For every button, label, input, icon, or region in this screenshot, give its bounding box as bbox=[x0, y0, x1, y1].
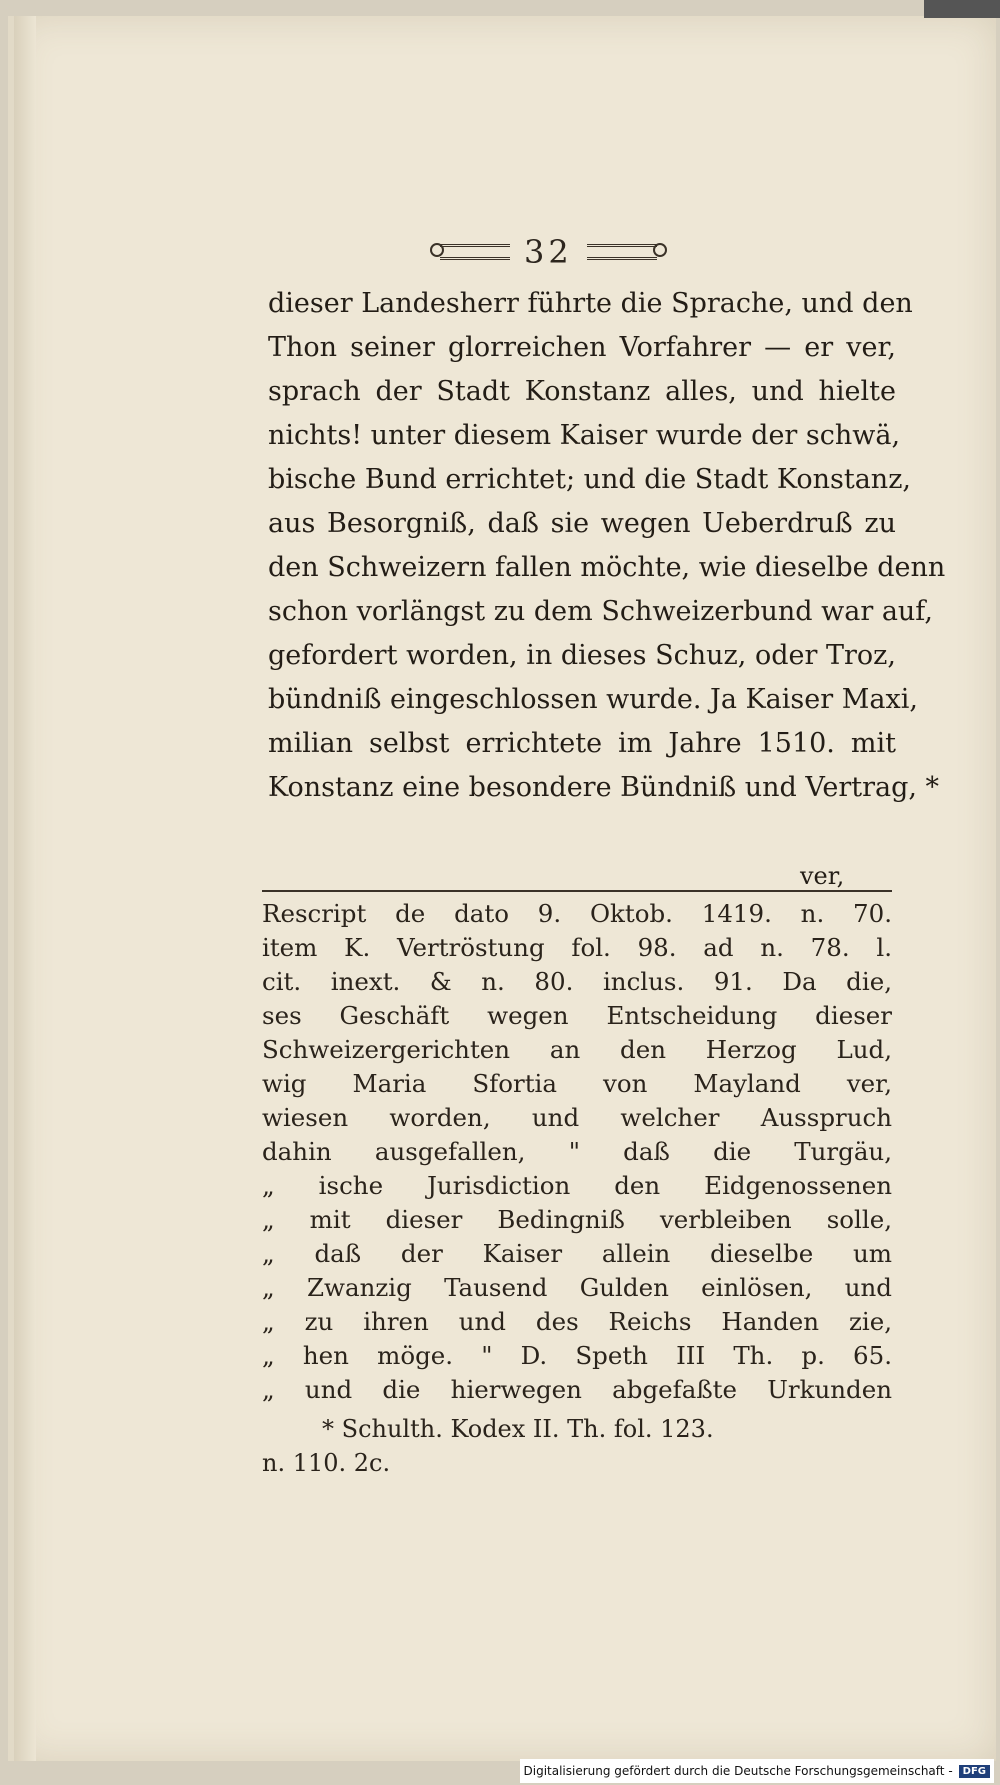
footnote-rule bbox=[262, 890, 892, 892]
footnote-line: Schweizergerichten an den Herzog Lud, bbox=[262, 1035, 892, 1064]
footnote-line: dahin ausgefallen, " daß die Turgäu, bbox=[262, 1137, 892, 1166]
scan-corner-shadow bbox=[924, 0, 1000, 18]
digitization-footer bbox=[520, 1759, 995, 1783]
footer-credit: Digitalisierung gefördert durch die Deutsche Forschungsgemeinschaft - bbox=[523, 1764, 953, 1778]
page-header bbox=[440, 232, 740, 272]
footnote-line: „ mit dieser Bedingniß verbleiben solle, bbox=[262, 1205, 892, 1234]
footnote-line: cit. inext. & n. 80. inclus. 91. Da die, bbox=[262, 967, 892, 996]
main-text-line: sprach der Stadt Konstanz alles, und hielte bbox=[268, 376, 896, 407]
page-number: 32 bbox=[524, 233, 573, 271]
footnote-line: wiesen worden, und welcher Ausspruch bbox=[262, 1103, 892, 1132]
catchword: ver, bbox=[800, 862, 845, 890]
footnote-line: ses Geschäft wegen Entscheidung dieser bbox=[262, 1001, 892, 1030]
secondary-footnote bbox=[262, 1412, 892, 1480]
main-text-line: gefordert worden, in dieses Schuz, oder Troz, bbox=[268, 640, 896, 671]
main-text-line: den Schweizern fallen möchte, wie dieselbe denn bbox=[268, 552, 946, 583]
footnote-line: „ Zwanzig Tausend Gulden einlösen, und bbox=[262, 1273, 892, 1302]
main-text-line: dieser Landesherr führte die Sprache, und den bbox=[268, 288, 913, 319]
footnote-line: wig Maria Sfortia von Mayland ver, bbox=[262, 1069, 892, 1098]
footnote-line: item K. Vertröstung fol. 98. ad n. 78. l. bbox=[262, 933, 892, 962]
main-text-line: schon vorlängst zu dem Schweizerbund war auf, bbox=[268, 596, 933, 627]
main-text-line: Konstanz eine besondere Bündniß und Vertrag, * bbox=[268, 772, 940, 803]
footnote-line: „ ische Jurisdiction den Eidgenossenen bbox=[262, 1171, 892, 1200]
dfg-logo: DFG bbox=[959, 1765, 990, 1778]
footnote-line: „ daß der Kaiser allein dieselbe um bbox=[262, 1239, 892, 1268]
main-text-line: bische Bund errichtet; und die Stadt Konstanz, bbox=[268, 464, 912, 495]
main-text-block bbox=[268, 282, 946, 810]
main-text-line: nichts! unter diesem Kaiser wurde der schwä, bbox=[268, 420, 901, 451]
footnote-line: „ zu ihren und des Reichs Handen zie, bbox=[262, 1307, 892, 1336]
footnote-line: „ hen möge. " D. Speth III Th. p. 65. bbox=[262, 1341, 892, 1370]
footnote-line: Rescript de dato 9. Oktob. 1419. n. 70. bbox=[262, 899, 892, 928]
secondary-footnote-line: * Schulth. Kodex II. Th. fol. 123. bbox=[322, 1415, 714, 1443]
secondary-footnote-line: n. 110. 2c. bbox=[262, 1449, 391, 1477]
footnote-block bbox=[262, 897, 892, 1407]
footnote-line: „ und die hierwegen abgefaßte Urkunden bbox=[262, 1375, 892, 1404]
left-ornament-icon bbox=[440, 244, 510, 260]
main-text-line: milian selbst errichtete im Jahre 1510. mit bbox=[268, 728, 896, 759]
main-text-line: bündniß eingeschlossen wurde. Ja Kaiser Maxi, bbox=[268, 684, 918, 715]
main-text-line: aus Besorgniß, daß sie wegen Ueberdruß zu bbox=[268, 508, 896, 539]
right-ornament-icon bbox=[587, 244, 657, 260]
book-page bbox=[8, 16, 996, 1761]
main-text-line: Thon seiner glorreichen Vorfahrer — er ver, bbox=[268, 332, 896, 363]
page-edge bbox=[14, 16, 36, 1761]
